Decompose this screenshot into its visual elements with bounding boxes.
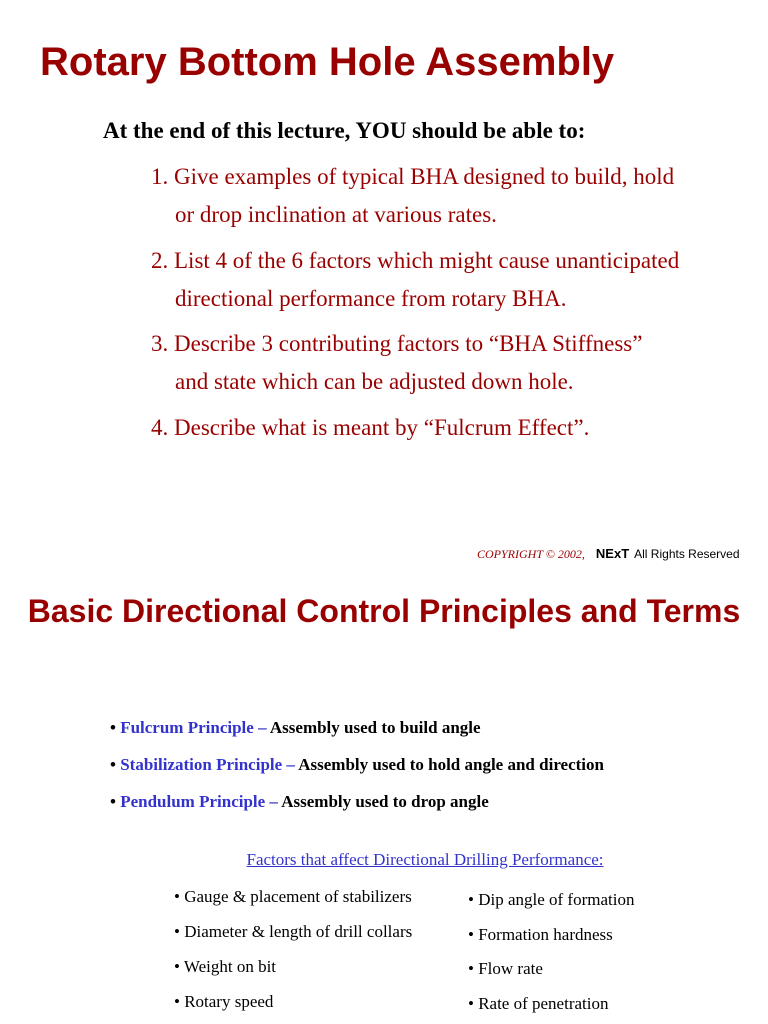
principle-desc: Assembly used to drop angle (281, 792, 489, 811)
principle-item (110, 755, 604, 775)
objective-line: Give examples of typical BHA designed to build, hold (174, 164, 675, 189)
factor-item: • Gauge & placement of stabilizers (174, 887, 412, 906)
copyright-text: COPYRIGHT © 2002, (477, 547, 585, 561)
factor-item: • Diameter & length of drill collars (174, 922, 413, 941)
objective-line: or drop inclination at various rates. (175, 202, 497, 227)
principle-item (110, 718, 481, 738)
factor-item: • Formation hardness (468, 925, 613, 944)
objective-3 (151, 325, 642, 401)
bullet: • (110, 718, 116, 737)
principle-desc: Assembly used to hold angle and direction (298, 755, 604, 774)
principle-name: Fulcrum Principle – (120, 718, 267, 737)
bullet: • (110, 755, 116, 774)
rights-text: All Rights Reserved (634, 547, 740, 561)
objective-line: and state which can be adjusted down hole. (175, 369, 574, 394)
intro-text: At the end of this lecture, YOU should be able to: (103, 118, 586, 143)
factor-item: • Weight on bit (174, 957, 277, 976)
slide-title: Rotary Bottom Hole Assembly (40, 40, 615, 84)
objective-1 (151, 158, 674, 234)
principle-name: Pendulum Principle – (120, 792, 278, 811)
principle-item (110, 792, 489, 812)
factors-heading: Factors that affect Directional Drilling Performance: (246, 850, 604, 869)
factor-item: • Rotary speed (174, 992, 274, 1011)
objective-line: directional performance from rotary BHA. (175, 286, 567, 311)
principle-desc: Assembly used to build angle (269, 718, 481, 737)
factor-item: • Dip angle of formation (468, 890, 635, 909)
copyright-line (477, 546, 740, 562)
principle-name: Stabilization Principle – (120, 755, 295, 774)
objective-number: 3. (151, 331, 169, 356)
slide-title: Basic Directional Control Principles and Terms (27, 593, 741, 629)
objective-line: List 4 of the 6 factors which might cause unanticipated (174, 248, 680, 273)
objective-number: 2. (151, 248, 169, 273)
bullet: • (110, 792, 116, 811)
objective-line: Describe what is meant by “Fulcrum Effect”. (174, 415, 590, 440)
objective-number: 4. (151, 415, 169, 440)
objective-2 (151, 242, 679, 318)
objective-number: 1. (151, 164, 169, 189)
objective-4 (151, 409, 589, 447)
objective-line: Describe 3 contributing factors to “BHA Stiffness” (174, 331, 643, 356)
factor-item: • Rate of penetration (468, 994, 609, 1013)
factor-item: • Flow rate (468, 959, 543, 978)
next-logo: NExT (595, 546, 630, 561)
